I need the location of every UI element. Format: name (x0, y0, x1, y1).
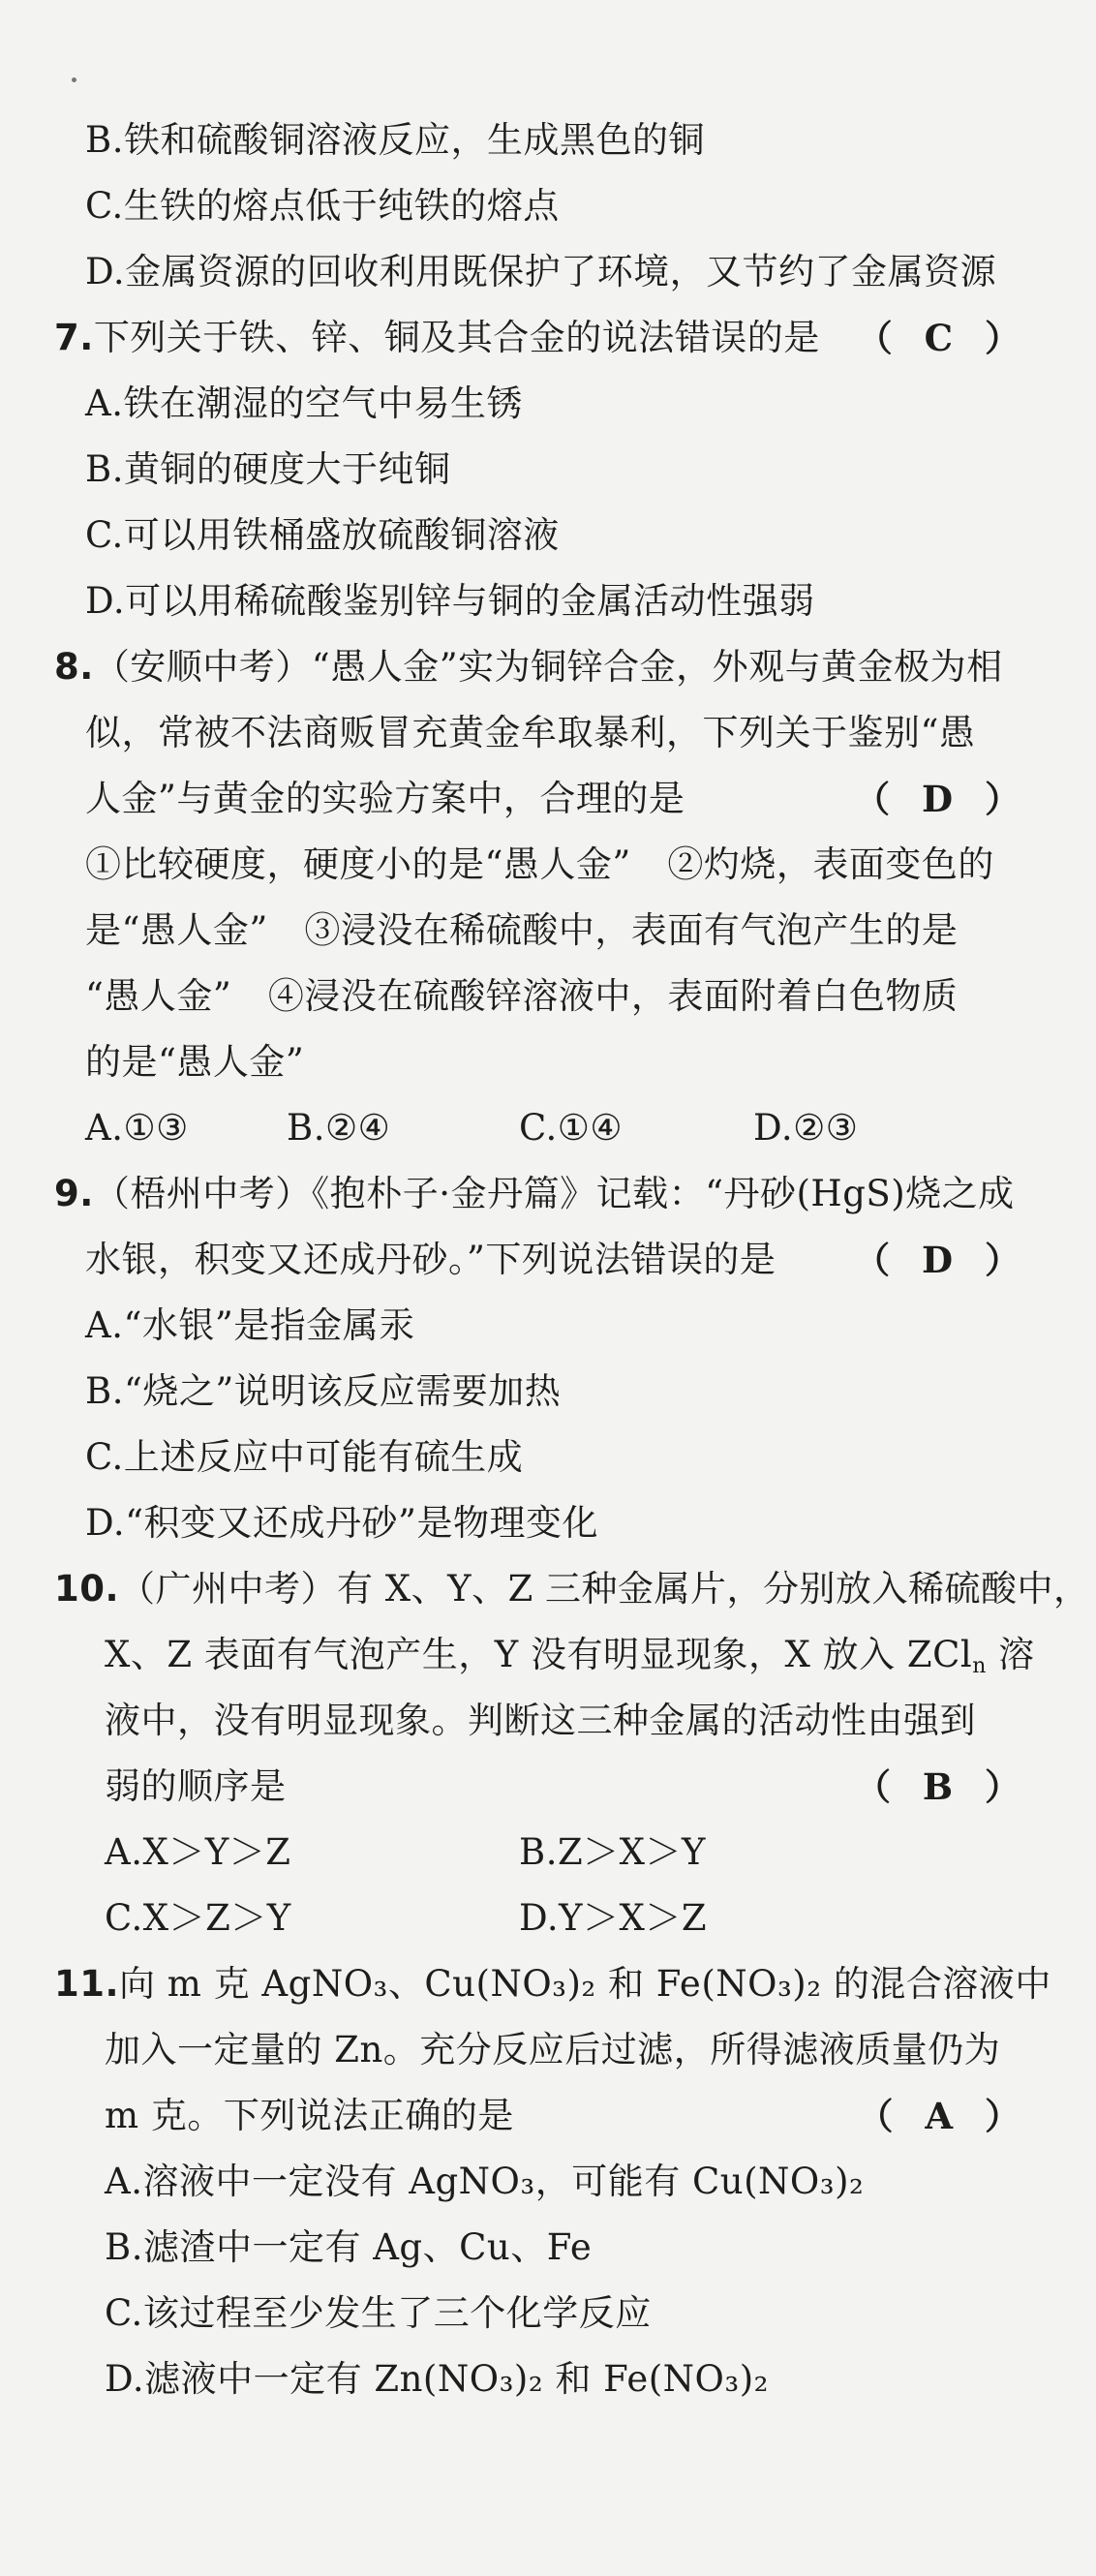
q11-option-b (105, 2216, 592, 2280)
q10-option-c-text: C.X＞Z＞Y (105, 1897, 291, 1939)
q10-number: 10. (54, 1568, 120, 1610)
q10-stem-line-4 (105, 1755, 287, 1819)
q7-option-d (85, 569, 815, 633)
q6-option-d (85, 240, 996, 304)
q8-statement-line-1 (85, 833, 994, 897)
q10-stem-line-1 (54, 1557, 1090, 1621)
q9-option-c-text: C.上述反应中可能有硫生成 (85, 1436, 524, 1478)
q8-text-2: 似，常被不法商贩冒充黄金牟取暴利，下列关于鉴别“愚 (85, 712, 976, 753)
q10-option-d-text: D.Y＞X＞Z (519, 1897, 708, 1939)
q8-text-1: （安顺中考）“愚人金”实为铜锌合金，外观与黄金极为相 (93, 646, 1003, 688)
q9-option-a-text: A.“水银”是指金属汞 (85, 1304, 415, 1346)
q8-text-4: ①比较硬度，硬度小的是“愚人金” ②灼烧，表面变色的 (85, 843, 994, 885)
q8-number: 8. (54, 646, 94, 688)
q11-option-c-text: C.该过程至少发生了三个化学反应 (105, 2292, 652, 2334)
scan-speck (72, 77, 76, 82)
q9-stem-line-1 (54, 1162, 1015, 1226)
q11-option-d-tail: ₃)₂ 和 Fe(NO₃)₂ (499, 2358, 769, 2400)
q6-option-c (85, 174, 560, 238)
q9-option-d-text: D.“积变又还成丹砂”是物理变化 (85, 1502, 598, 1544)
q10-text-3: 液中，没有明显现象。判断这三种金属的活动性由强到 (105, 1700, 976, 1741)
q11-option-b-text: B.滤渣中一定有 Ag、Cu、Fe (105, 2226, 593, 2268)
q10-answer: （ B ） (854, 1765, 1030, 1808)
q7-option-c-text: C.可以用铁桶盛放硫酸铜溶液 (85, 514, 560, 556)
q8-text-6: “愚人金” ④浸没在硫酸锌溶液中，表面附着白色物质 (85, 975, 959, 1017)
q11-option-a (105, 2150, 864, 2214)
q10-stem-line-2 (105, 1623, 1035, 1687)
q10-option-a-text: A.X＞Y＞Z (105, 1831, 291, 1873)
q9-text-1: （梧州中考）《抱朴子·金丹篇》记载：“丹砂(HgS)烧之成 (93, 1173, 1015, 1214)
q8-answer: （ D ） (854, 778, 1030, 820)
q6-option-b-text: B.铁和硫酸铜溶液反应，生成黑色的铜 (85, 119, 705, 161)
q10-option-b-text: B.Z＞X＞Y (519, 1831, 706, 1873)
q10-text-4: 弱的顺序是 (105, 1765, 287, 1807)
q8-text-3: 人金”与黄金的实验方案中，合理的是 (85, 778, 685, 819)
q10-subscript-n: n (972, 1654, 987, 1678)
q8-option-c (519, 1096, 623, 1160)
q6-option-d-text: D.金属资源的回收利用既保护了环境，又节约了金属资源 (85, 251, 997, 292)
q10-option-a (105, 1821, 290, 1885)
q7-option-b (85, 438, 450, 502)
q11-text-2: 加入一定量的 Zn。充分反应后过滤，所得滤液质量仍为 (105, 2029, 1001, 2070)
q7-answer: （ C ） (856, 317, 1030, 359)
q11-stem-line-3 (105, 2084, 514, 2148)
q11-option-a-tail: ₃，可能有 Cu(NO₃)₂ (520, 2161, 865, 2202)
q11-text-1-tail: ₃、Cu(NO₃)₂ 和 Fe(NO₃)₂ 的混合溶液中 (373, 1963, 1051, 2005)
q11-option-a-text: A.溶液中一定没有 AgNO (105, 2161, 521, 2202)
q8-option-d-text: D.②③ (753, 1107, 859, 1149)
q10-text-2: X、Z 表面有气泡产生，Y 没有明显现象，X 放入 ZCl (105, 1634, 973, 1675)
q11-option-c (105, 2282, 652, 2346)
q10-option-d (519, 1886, 707, 1950)
q7-text: 下列关于铁、锌、铜及其合金的说法错误的是 (93, 317, 820, 358)
q7-stem (54, 306, 820, 370)
q8-stem-line-1 (54, 635, 1003, 699)
q8-stem-line-3 (85, 767, 685, 831)
q8-statement-line-4 (85, 1030, 304, 1094)
q8-option-b-text: B.②④ (287, 1107, 391, 1149)
q11-answer: （ A ） (857, 2095, 1030, 2137)
q11-option-d (105, 2347, 769, 2411)
q7-option-c (85, 504, 560, 567)
q11-text-3: m 克。下列说法正确的是 (105, 2095, 514, 2136)
q7-option-a (85, 372, 523, 436)
q10-text-2-tail: 溶 (986, 1634, 1035, 1675)
q9-text-2: 水银，积变又还成丹砂。”下列说法错误的是 (85, 1239, 776, 1280)
q8-option-a (85, 1096, 189, 1160)
q11-option-d-text: D.滤液中一定有 Zn(NO (105, 2358, 500, 2400)
q7-number: 7. (54, 317, 94, 358)
q7-option-d-text: D.可以用稀硫酸鉴别锌与铜的金属活动性强弱 (85, 580, 815, 622)
q9-number: 9. (54, 1173, 94, 1214)
q9-option-d (85, 1491, 598, 1555)
q11-stem-line-1 (54, 1952, 1051, 2016)
q9-option-c (85, 1426, 523, 1489)
q8-statement-line-2 (85, 899, 958, 963)
q8-option-d (753, 1096, 858, 1160)
q11-number: 11. (54, 1963, 120, 2005)
q7-option-a-text: A.铁在潮湿的空气中易生锈 (85, 383, 523, 424)
q9-stem-line-2 (85, 1228, 776, 1292)
q9-option-b-text: B.“烧之”说明该反应需要加热 (85, 1370, 562, 1412)
q10-stem-line-3 (105, 1689, 976, 1753)
q11-stem-line-2 (105, 2018, 1000, 2082)
q9-option-b (85, 1360, 561, 1424)
q8-option-a-text: A.①③ (85, 1107, 189, 1149)
q8-statement-line-3 (85, 965, 958, 1028)
q8-option-c-text: C.①④ (519, 1107, 624, 1149)
q10-option-c (105, 1886, 291, 1950)
q8-text-7: 的是“愚人金” (85, 1041, 305, 1083)
q11-text-1: 向 m 克 AgNO (119, 1963, 374, 2005)
q10-text-1: （广州中考）有 X、Y、Z 三种金属片，分别放入稀硫酸中， (119, 1568, 1090, 1610)
q7-option-b-text: B.黄铜的硬度大于纯铜 (85, 448, 451, 490)
q6-option-b (85, 108, 705, 172)
q8-text-5: 是“愚人金” ③浸没在稀硫酸中，表面有气泡产生的是 (85, 909, 959, 951)
q8-stem-line-2 (85, 701, 975, 765)
q10-option-b (519, 1821, 706, 1885)
q8-option-b (287, 1096, 390, 1160)
q6-option-c-text: C.生铁的熔点低于纯铁的熔点 (85, 185, 560, 227)
q9-answer: （ D ） (854, 1239, 1030, 1281)
q9-option-a (85, 1294, 415, 1358)
